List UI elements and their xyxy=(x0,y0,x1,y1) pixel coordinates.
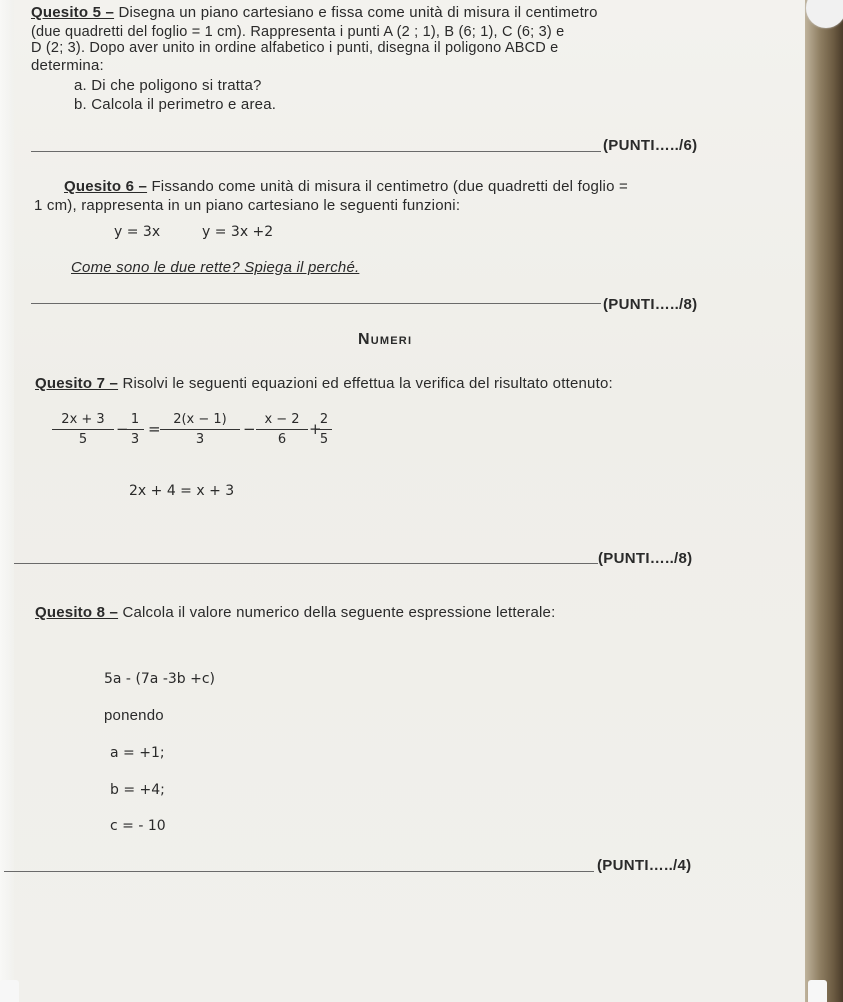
q5-item-a: a. Di che poligono si tratta? xyxy=(74,77,262,94)
equals-sign: = xyxy=(148,420,161,438)
q5-line1: Quesito 5 – Disegna un piano cartesiano e fissa come unità di misura il centimetro xyxy=(31,4,598,21)
q8-value-b: b = +4; xyxy=(110,782,165,798)
q5-answer-line xyxy=(31,151,601,152)
q8-title: Quesito 8 – xyxy=(35,604,119,621)
q7-points: (PUNTI…../8) xyxy=(598,550,693,567)
desk-background xyxy=(805,0,843,1002)
fraction-2: $\frac{1}{3}$ xyxy=(126,412,144,447)
q5-line3: D (2; 3). Dopo aver unito in ordine alfabetico i punti, disegna il poligono ABCD e xyxy=(31,40,559,56)
q7-title: Quesito 7 – xyxy=(35,375,119,392)
fraction-4: $\frac{x - 2}{6}$ xyxy=(256,412,308,447)
q7-line1: Quesito 7 – Risolvi le seguenti equazioni ed effettua la verifica del risultato ottenuto: xyxy=(35,375,613,392)
q8-ponendo: ponendo xyxy=(104,707,164,724)
q6-answer-line xyxy=(31,303,601,304)
q6-line2: 1 cm), rappresenta in un piano cartesiano le seguenti funzioni: xyxy=(34,197,461,214)
q7-equation-2: 2x + 4 = x + 3 xyxy=(129,483,235,499)
q8-line1: Quesito 8 – Calcola il valore numerico della seguente espressione letterale: xyxy=(35,604,556,621)
q6-function-2: y = 3x +2 xyxy=(202,224,274,240)
q5-item-b: b. Calcola il perimetro e area. xyxy=(74,96,277,113)
operator-minus-1: − xyxy=(116,420,129,438)
q8-points: (PUNTI…../4) xyxy=(597,857,692,874)
q6-line1: Quesito 6 – Fissando come unità di misura il centimetro (due quadretti del foglio = xyxy=(64,178,628,195)
q7-answer-line xyxy=(14,563,598,564)
q8-value-a: a = +1; xyxy=(110,745,165,761)
q6-question: Come sono le due rette? Spiega il perché. xyxy=(71,259,360,276)
q8-answer-line xyxy=(4,871,594,872)
section-heading-numeri: Numeri xyxy=(358,331,413,348)
operator-minus-2: − xyxy=(243,420,256,438)
q5-line4: determina: xyxy=(31,57,104,74)
fraction-3: $\frac{2(x - 1)}{3}$ xyxy=(160,412,240,447)
gesture-bar-right xyxy=(808,980,827,1002)
q5-points: (PUNTI…../6) xyxy=(603,137,698,154)
q6-points: (PUNTI…../8) xyxy=(603,296,698,313)
q8-expression: 5a - (7a -3b +c) xyxy=(104,671,216,687)
q8-value-c: c = - 10 xyxy=(110,818,166,834)
q5-title: Quesito 5 – xyxy=(31,4,115,21)
q6-function-1: y = 3x xyxy=(114,224,161,240)
q6-title: Quesito 6 – xyxy=(64,178,148,195)
fraction-1: $\frac{2x + 3}{5}$ xyxy=(52,412,114,447)
q5-line2: (due quadretti del foglio = 1 cm). Rappresenta i punti A (2 ; 1), B (6; 1), C (6; 3) e xyxy=(31,24,565,40)
worksheet-page xyxy=(14,0,809,1002)
operator-plus: + xyxy=(309,420,322,438)
fraction-5: $\frac{2}{5}$ xyxy=(316,412,332,447)
gesture-bar-left xyxy=(0,980,19,1002)
